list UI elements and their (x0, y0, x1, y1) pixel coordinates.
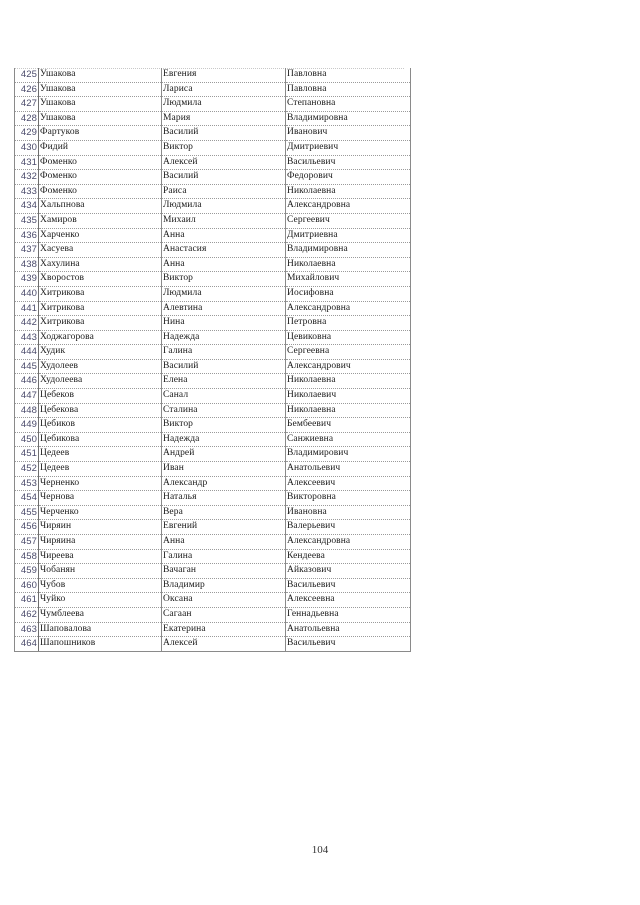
row-number: 444 (15, 345, 39, 360)
first-name-cell: Александр (162, 476, 286, 491)
last-name-cell: Ушакова (39, 68, 162, 82)
row-number: 434 (15, 199, 39, 214)
table-row (15, 345, 411, 360)
table-row (15, 403, 411, 418)
first-name-cell: Людмила (162, 286, 286, 301)
patronymic-cell: Петровна (286, 316, 411, 331)
row-number: 437 (15, 243, 39, 258)
patronymic-cell: Бембеевич (286, 418, 411, 433)
first-name-cell: Иван (162, 462, 286, 477)
row-number: 430 (15, 140, 39, 155)
last-name-cell: Фоменко (39, 184, 162, 199)
first-name-cell: Сагаан (162, 607, 286, 622)
row-number: 459 (15, 564, 39, 579)
row-number: 461 (15, 593, 39, 608)
row-number: 460 (15, 578, 39, 593)
patronymic-cell: Дмитриевич (286, 140, 411, 155)
table-row (15, 432, 411, 447)
row-number: 429 (15, 126, 39, 141)
table-row (15, 286, 411, 301)
page-number: 104 (311, 844, 329, 856)
last-name-cell: Чернова (39, 491, 162, 506)
last-name-cell: Чумблеева (39, 607, 162, 622)
last-name-cell: Хамиров (39, 213, 162, 228)
table-row (15, 228, 411, 243)
patronymic-cell: Николаевна (286, 257, 411, 272)
patronymic-cell: Александровна (286, 301, 411, 316)
patronymic-cell: Васильевич (286, 637, 411, 652)
first-name-cell: Алексей (162, 155, 286, 170)
last-name-cell: Ходжагорова (39, 330, 162, 345)
table-row (15, 126, 411, 141)
row-number: 425 (15, 68, 39, 82)
row-number: 455 (15, 505, 39, 520)
patronymic-cell: Анатольевна (286, 622, 411, 637)
table-row (15, 607, 411, 622)
patronymic-cell: Кендеева (286, 549, 411, 564)
table-row (15, 535, 411, 550)
patronymic-cell: Алексеевна (286, 593, 411, 608)
last-name-cell: Чуйко (39, 593, 162, 608)
last-name-cell: Ушакова (39, 82, 162, 97)
row-number: 432 (15, 170, 39, 185)
first-name-cell: Людмила (162, 97, 286, 112)
last-name-cell: Цебекова (39, 403, 162, 418)
last-name-cell: Хитрикова (39, 301, 162, 316)
row-number: 439 (15, 272, 39, 287)
table-row (15, 170, 411, 185)
last-name-cell: Чобанян (39, 564, 162, 579)
table-row (15, 491, 411, 506)
table-row (15, 213, 411, 228)
first-name-cell: Василий (162, 359, 286, 374)
row-number: 436 (15, 228, 39, 243)
patronymic-cell: Анатольевич (286, 462, 411, 477)
last-name-cell: Цебеков (39, 389, 162, 404)
table-row (15, 622, 411, 637)
table-row (15, 418, 411, 433)
first-name-cell: Наталья (162, 491, 286, 506)
patronymic-cell: Владимирович (286, 447, 411, 462)
table-row (15, 82, 411, 97)
first-name-cell: Вера (162, 505, 286, 520)
row-number: 453 (15, 476, 39, 491)
row-number: 427 (15, 97, 39, 112)
table-row (15, 578, 411, 593)
patronymic-cell: Викторовна (286, 491, 411, 506)
row-number: 433 (15, 184, 39, 199)
last-name-cell: Цебикова (39, 432, 162, 447)
last-name-cell: Харченко (39, 228, 162, 243)
first-name-cell: Анна (162, 257, 286, 272)
row-number: 447 (15, 389, 39, 404)
patronymic-cell: Николаевна (286, 374, 411, 389)
first-name-cell: Галина (162, 345, 286, 360)
first-name-cell: Михаил (162, 213, 286, 228)
table-row (15, 243, 411, 258)
last-name-cell: Фоменко (39, 170, 162, 185)
patronymic-cell: Александровна (286, 199, 411, 214)
first-name-cell: Надежда (162, 432, 286, 447)
table-row (15, 330, 411, 345)
last-name-cell: Цедеев (39, 462, 162, 477)
row-number: 435 (15, 213, 39, 228)
name-list-table-container (14, 68, 411, 652)
row-number: 442 (15, 316, 39, 331)
table-row (15, 462, 411, 477)
patronymic-cell: Александрович (286, 359, 411, 374)
row-number: 451 (15, 447, 39, 462)
first-name-cell: Виктор (162, 140, 286, 155)
table-row (15, 564, 411, 579)
last-name-cell: Фидий (39, 140, 162, 155)
last-name-cell: Фартуков (39, 126, 162, 141)
last-name-cell: Хитрикова (39, 286, 162, 301)
first-name-cell: Нина (162, 316, 286, 331)
table-row (15, 68, 411, 82)
first-name-cell: Сталина (162, 403, 286, 418)
first-name-cell: Мария (162, 111, 286, 126)
patronymic-cell: Иосифовна (286, 286, 411, 301)
patronymic-cell: Алексеевич (286, 476, 411, 491)
row-number: 452 (15, 462, 39, 477)
last-name-cell: Хахулина (39, 257, 162, 272)
table-row (15, 111, 411, 126)
last-name-cell: Чиряин (39, 520, 162, 535)
row-number: 441 (15, 301, 39, 316)
first-name-cell: Лариса (162, 82, 286, 97)
table-row (15, 637, 411, 652)
patronymic-cell: Николаевна (286, 403, 411, 418)
row-number: 445 (15, 359, 39, 374)
table-row (15, 155, 411, 170)
first-name-cell: Анна (162, 535, 286, 550)
table-row (15, 199, 411, 214)
first-name-cell: Виктор (162, 272, 286, 287)
row-number: 458 (15, 549, 39, 564)
patronymic-cell: Федорович (286, 170, 411, 185)
last-name-cell: Чубов (39, 578, 162, 593)
name-list-table (14, 68, 411, 652)
patronymic-cell: Владимировна (286, 243, 411, 258)
patronymic-cell: Ивановна (286, 505, 411, 520)
last-name-cell: Шаповалова (39, 622, 162, 637)
patronymic-cell: Айказович (286, 564, 411, 579)
patronymic-cell: Павловна (286, 82, 411, 97)
row-number: 446 (15, 374, 39, 389)
first-name-cell: Андрей (162, 447, 286, 462)
table-row (15, 374, 411, 389)
first-name-cell: Анастасия (162, 243, 286, 258)
patronymic-cell: Цевиковна (286, 330, 411, 345)
table-row (15, 549, 411, 564)
patronymic-cell: Степановна (286, 97, 411, 112)
last-name-cell: Хасуева (39, 243, 162, 258)
last-name-cell: Худик (39, 345, 162, 360)
table-row (15, 593, 411, 608)
row-number: 462 (15, 607, 39, 622)
last-name-cell: Ушакова (39, 111, 162, 126)
last-name-cell: Чиряина (39, 535, 162, 550)
row-number: 457 (15, 535, 39, 550)
last-name-cell: Цебиков (39, 418, 162, 433)
patronymic-cell: Сергеевна (286, 345, 411, 360)
table-row (15, 301, 411, 316)
first-name-cell: Галина (162, 549, 286, 564)
patronymic-cell: Александровна (286, 535, 411, 550)
row-number: 448 (15, 403, 39, 418)
table-row (15, 505, 411, 520)
patronymic-cell: Николаевич (286, 389, 411, 404)
row-number: 426 (15, 82, 39, 97)
row-number: 450 (15, 432, 39, 447)
first-name-cell: Надежда (162, 330, 286, 345)
row-number: 438 (15, 257, 39, 272)
patronymic-cell: Васильевич (286, 155, 411, 170)
patronymic-cell: Сергеевич (286, 213, 411, 228)
last-name-cell: Хитрикова (39, 316, 162, 331)
patronymic-cell: Васильевич (286, 578, 411, 593)
table-row (15, 476, 411, 491)
row-number: 443 (15, 330, 39, 345)
table-row (15, 272, 411, 287)
last-name-cell: Хальпнова (39, 199, 162, 214)
row-number: 431 (15, 155, 39, 170)
first-name-cell: Евгения (162, 68, 286, 82)
row-number: 454 (15, 491, 39, 506)
row-number: 428 (15, 111, 39, 126)
row-number: 456 (15, 520, 39, 535)
patronymic-cell: Владимировна (286, 111, 411, 126)
table-row (15, 316, 411, 331)
table-row (15, 140, 411, 155)
first-name-cell: Екатерина (162, 622, 286, 637)
first-name-cell: Алевтина (162, 301, 286, 316)
patronymic-cell: Валерьевич (286, 520, 411, 535)
patronymic-cell: Иванович (286, 126, 411, 141)
last-name-cell: Хворостов (39, 272, 162, 287)
table-row (15, 389, 411, 404)
first-name-cell: Виктор (162, 418, 286, 433)
table-row (15, 359, 411, 374)
row-number: 463 (15, 622, 39, 637)
last-name-cell: Худолеева (39, 374, 162, 389)
last-name-cell: Фоменко (39, 155, 162, 170)
first-name-cell: Владимир (162, 578, 286, 593)
last-name-cell: Ушакова (39, 97, 162, 112)
table-row (15, 520, 411, 535)
patronymic-cell: Геннадьевна (286, 607, 411, 622)
table-row (15, 97, 411, 112)
row-number: 464 (15, 637, 39, 652)
first-name-cell: Елена (162, 374, 286, 389)
first-name-cell: Раиса (162, 184, 286, 199)
first-name-cell: Оксана (162, 593, 286, 608)
last-name-cell: Цедеев (39, 447, 162, 462)
patronymic-cell: Санжиевна (286, 432, 411, 447)
table-row (15, 184, 411, 199)
last-name-cell: Черченко (39, 505, 162, 520)
patronymic-cell: Дмитриевна (286, 228, 411, 243)
patronymic-cell: Михайлович (286, 272, 411, 287)
first-name-cell: Санал (162, 389, 286, 404)
last-name-cell: Черненко (39, 476, 162, 491)
first-name-cell: Василий (162, 170, 286, 185)
table-row (15, 257, 411, 272)
table-row (15, 447, 411, 462)
last-name-cell: Шапошников (39, 637, 162, 652)
last-name-cell: Чиреева (39, 549, 162, 564)
first-name-cell: Алексей (162, 637, 286, 652)
first-name-cell: Вачаган (162, 564, 286, 579)
first-name-cell: Евгений (162, 520, 286, 535)
row-number: 449 (15, 418, 39, 433)
table-body (15, 68, 411, 651)
last-name-cell: Худолеев (39, 359, 162, 374)
first-name-cell: Василий (162, 126, 286, 141)
row-number: 440 (15, 286, 39, 301)
first-name-cell: Людмила (162, 199, 286, 214)
patronymic-cell: Павловна (286, 68, 411, 82)
first-name-cell: Анна (162, 228, 286, 243)
patronymic-cell: Николаевна (286, 184, 411, 199)
